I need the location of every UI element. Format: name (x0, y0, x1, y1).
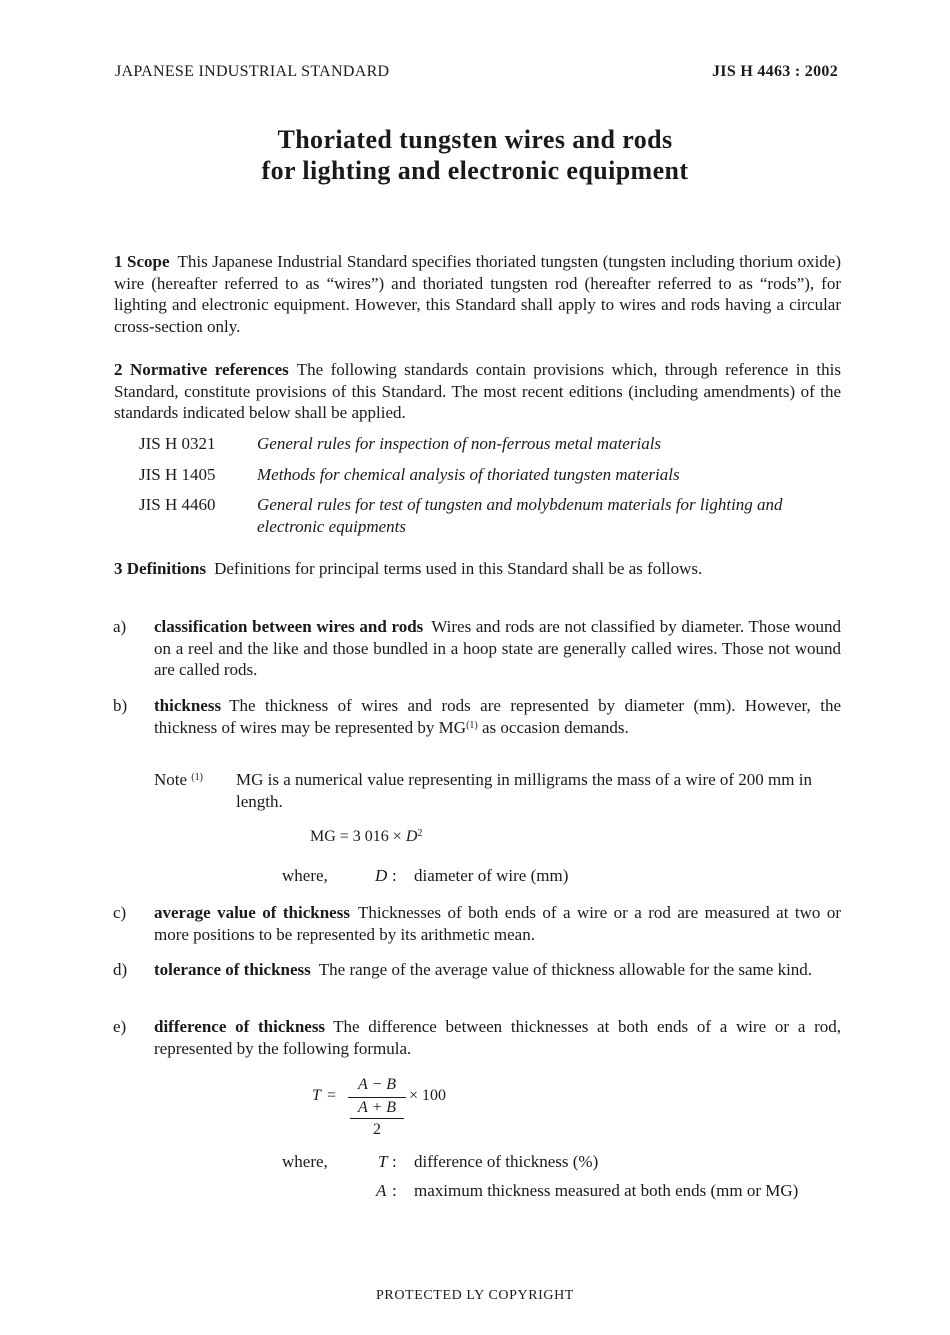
section-normative-references (114, 359, 841, 424)
section-normative-text: The following standards contain provisions which, through reference in this Standard, constitute provisions of this Standard. The most recent editions (including amendments) of the standards indicated below shall be applied. (114, 360, 841, 422)
definition-term: thickness (154, 696, 222, 715)
formula-equals: = (327, 1087, 337, 1104)
reference-code: JIS H 4460 (139, 495, 216, 514)
variable-colon: : (392, 1152, 397, 1171)
variable-colon: : (392, 866, 397, 885)
formula-inner-denominator: 2 (373, 1121, 381, 1138)
mg-formula-lhs: MG = 3 016 × (310, 828, 406, 845)
document-header-left: JAPANESE INDUSTRIAL STANDARD (115, 63, 390, 80)
variable-description: diameter of wire (mm) (414, 866, 569, 885)
variable-colon: : (392, 1181, 397, 1200)
document-title (0, 124, 950, 186)
definition-term: classification between wires and rods (154, 617, 424, 636)
definition-text: The thickness of wires and rods are represented by diameter (mm). However, the thickness of wires may be represented by MG (154, 696, 841, 737)
definition-label: b) (113, 696, 128, 715)
definition-term: average value of thickness (154, 903, 350, 922)
formula-lhs: T (312, 1087, 321, 1104)
formula-numerator: A − B (357, 1076, 397, 1093)
definition-text: Wires and rods are not classified by diameter. Those wound on a reel and the like and those bundled in a hoop state are generally called wires. Those not wound are called rods. (154, 617, 842, 679)
definition-label: e) (113, 1017, 127, 1036)
variable-symbol: T (378, 1152, 388, 1171)
definition-text: Thicknesses of both ends of a wire or a rod are measured at two or more positions to be represented by its arithmetic mean. (154, 903, 841, 944)
note-label-text: Note (154, 770, 188, 789)
where-label: where, (282, 1152, 328, 1171)
standard-number: JIS H 4463 : 2002 (712, 63, 838, 80)
reference-title: General rules for inspection of non-ferrous metal materials (257, 434, 662, 453)
variable-symbol: D (375, 866, 388, 885)
formula-inner-numerator: A + B (357, 1099, 397, 1116)
section-scope (114, 251, 841, 337)
mg-formula (310, 826, 422, 848)
definition-term: difference of thickness (154, 1017, 326, 1036)
definition-text: The difference between thicknesses at both ends of a wire or a rod, represented by the following formula. (154, 1017, 842, 1058)
reference-code: JIS H 1405 (139, 465, 216, 484)
section-definitions-text: Definitions for principal terms used in this Standard shall be as follows. (214, 559, 703, 578)
where-label: where, (282, 866, 328, 885)
mg-formula-variable: D (405, 828, 418, 845)
section-normative-heading: 2 Normative references (114, 360, 289, 379)
reference-code: JIS H 0321 (139, 434, 216, 453)
section-definitions-heading: 3 Definitions (114, 559, 207, 578)
section-definitions (114, 558, 841, 580)
mg-formula-exponent: 2 (417, 828, 423, 839)
title-line-2: for lighting and electronic equipment (261, 156, 689, 185)
reference-title: General rules for test of tungsten and molybdenum materials for lighting and electronic equipments (257, 495, 783, 536)
variable-description: difference of thickness (%) (414, 1152, 599, 1171)
definition-label: c) (113, 903, 127, 922)
footnote-reference: (1) (466, 719, 478, 731)
definition-term: tolerance of thickness (154, 960, 311, 979)
definition-text: The range of the average value of thickness allowable for the same kind. (318, 960, 813, 979)
section-scope-text: This Japanese Industrial Standard specifies thoriated tungsten (tungsten including thorium oxide) wire (hereafter referred to as “wires”) and thoriated tungsten rod (hereafter referred to as “rods”), for lighting and electronic equipment. However, this Standard shall apply to wires and rods having a circular cross-section only. (114, 252, 842, 336)
definition-text-continued: as occasion demands. (477, 717, 629, 737)
note-label (154, 769, 203, 791)
definition-label: a) (113, 617, 127, 636)
thickness-difference-formula (300, 1072, 500, 1142)
note-text: MG is a numerical value representing in milligrams the mass of a wire of 200 mm in length. (236, 770, 812, 811)
variable-description: maximum thickness measured at both ends (mm or MG) (414, 1181, 799, 1200)
title-line-1: Thoriated tungsten wires and rods (277, 125, 673, 154)
formula-multiplier: × 100 (409, 1087, 447, 1104)
variable-symbol: A (376, 1181, 387, 1200)
reference-title: Methods for chemical analysis of thoriated tungsten materials (257, 465, 680, 484)
section-scope-heading: 1 Scope (114, 252, 170, 271)
definition-label: d) (113, 960, 128, 979)
copyright-footer: PROTECTED LY COPYRIGHT (376, 1288, 574, 1303)
note-number: (1) (191, 772, 203, 783)
